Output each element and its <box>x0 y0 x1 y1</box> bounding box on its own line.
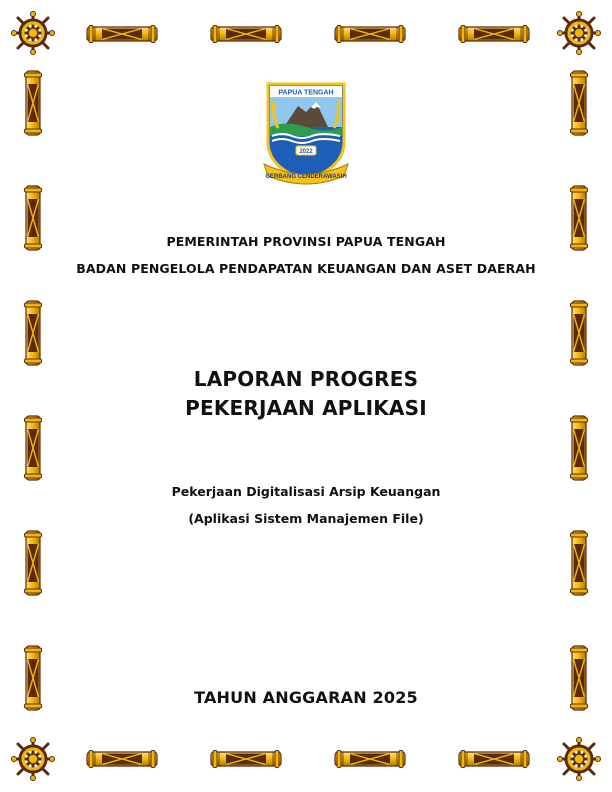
report-title-line-1: LAPORAN PROGRES <box>193 367 419 391</box>
svg-text:PAPUA TENGAH: PAPUA TENGAH <box>278 89 334 97</box>
border-drum-ornament <box>570 530 588 596</box>
corner-ornament-bottom-left <box>11 737 55 781</box>
project-name-line-2: (Aplikasi Sistem Manajemen File) <box>188 511 424 526</box>
svg-text:2022: 2022 <box>299 149 313 155</box>
corner-ornament-top-right <box>557 11 601 55</box>
border-drum-ornament <box>24 70 42 136</box>
fiscal-year-label: TAHUN ANGGARAN 2025 <box>194 688 418 707</box>
corner-ornament-bottom-right <box>557 737 601 781</box>
border-drum-ornament <box>570 415 588 481</box>
border-drum-ornament <box>24 300 42 366</box>
government-name-heading: PEMERINTAH PROVINSI PAPUA TENGAH <box>166 234 446 249</box>
border-drum-ornament <box>210 750 282 768</box>
border-drum-ornament <box>24 530 42 596</box>
border-drum-ornament <box>334 750 406 768</box>
border-drum-ornament <box>570 300 588 366</box>
report-title-line-2: PEKERJAAN APLIKASI <box>185 396 427 420</box>
border-drum-ornament <box>24 415 42 481</box>
project-name-line-1: Pekerjaan Digitalisasi Arsip Keuangan <box>171 484 441 499</box>
border-drum-ornament <box>458 25 530 43</box>
corner-ornament-top-left <box>11 11 55 55</box>
border-drum-ornament <box>210 25 282 43</box>
border-drum-ornament <box>334 25 406 43</box>
border-drum-ornament <box>86 25 158 43</box>
papua-tengah-coat-of-arms-logo <box>262 80 350 188</box>
border-drum-ornament <box>458 750 530 768</box>
svg-text:GERBANG CENDERAWASIH: GERBANG CENDERAWASIH <box>265 174 347 180</box>
border-drum-ornament <box>570 70 588 136</box>
agency-name-heading: BADAN PENGELOLA PENDAPATAN KEUANGAN DAN ASET DAERAH <box>76 261 536 276</box>
border-drum-ornament <box>86 750 158 768</box>
